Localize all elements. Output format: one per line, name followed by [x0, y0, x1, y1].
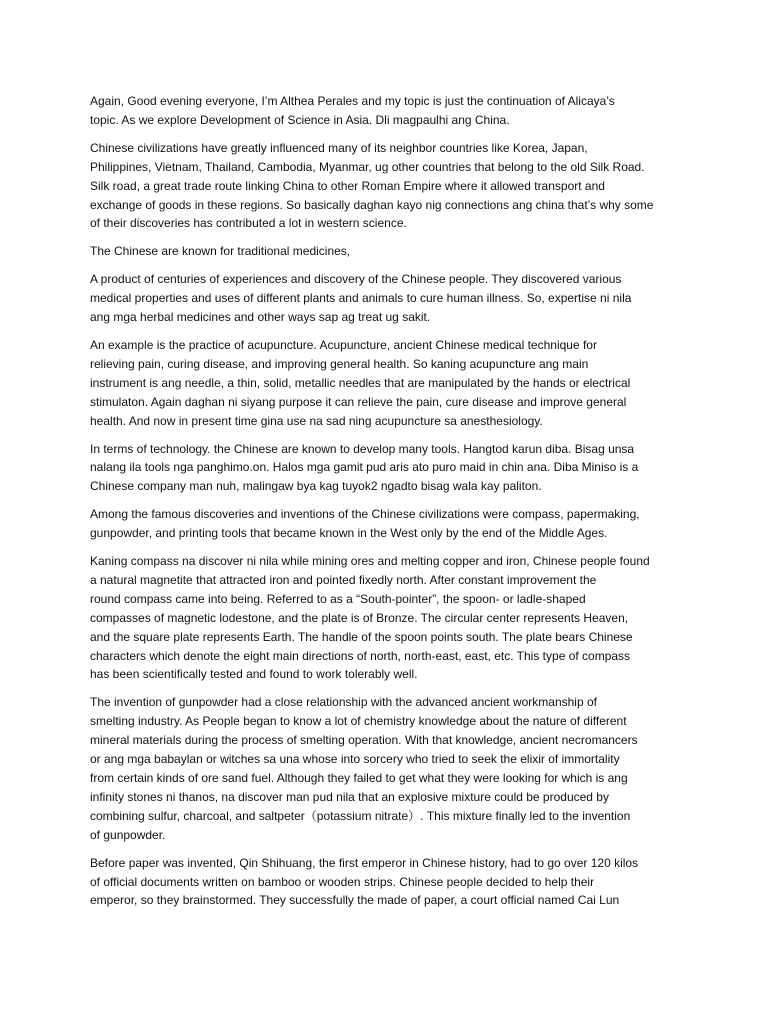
paragraph-gunpowder: The invention of gunpowder had a close relationship with the advanced ancient workmanship of smelting industry. As People began to know a lot of chemistry knowledge about the nature of different mineral materials during the process of smelting operation. With that knowledge, ancient necromancers or ang mga babaylan or witches sa una whose into sorcery who tried to seek the elixir of immortality from certain kinds of ore sand fuel. Although they failed to get what they were looking for which is ang infinity stones ni thanos, na discover man pud nila that an explosive mixture could be produced by combining sulfur, charcoal, and saltpeter（potassium nitrate）. This mixture finally led to the invention of gunpowder.: [90, 695, 638, 842]
paragraph-product-of-centuries: A product of centuries of experiences and discovery of the Chinese people. They discovered various medical properties and uses of different plants and animals to cure human illness. So, expertise ni nila ang mga herbal medicines and other ways sap ag treat ug sakit.: [90, 272, 632, 325]
paragraph-paper: Before paper was invented, Qin Shihuang, the first emperor in Chinese history, had to go over 120 kilos of official documents written on bamboo or wooden strips. Chinese people decided to help their emperor, so they brainstormed. They successfully the made of paper, a court official named Cai Lun: [90, 855, 639, 908]
paragraph-technology: In terms of technology. the Chinese are known to develop many tools. Hangtod karun diba. Bisag unsa nalang ila tools nga panghimo.on. Halos mga gamit pud aris ato puro maid in chin ana. Diba Miniso is a Chinese company man nuh, malingaw bya kag tuyok2 ngadto bisag wala kay paliton.: [90, 441, 639, 494]
paragraph-famous-inventions: Among the famous discoveries and inventions of the Chinese civilizations were compass, papermaking, gunpowder, and printing tools that became known in the West only by the end of the Middle Ages.: [90, 507, 640, 541]
paragraph-acupuncture: An example is the practice of acupuncture. Acupuncture, ancient Chinese medical technique for relieving pain, curing disease, and improving general health. So kaning acupuncture ang main instrument is ang needle, a thin, solid, metallic needles that are manipulated by the hands or electrical stimulaton. Again daghan ni siyang purpose it can relieve the pain, cure disease and improve general health. And now in present time gina use na sad ning acupuncture sa anesthesiology.: [90, 337, 631, 428]
paragraph-civilizations: Chinese civilizations have greatly influenced many of its neighbor countries like Korea, Japan, Philippines, Vietnam, Thailand, Cambodia, Myanmar, ug other countries that belong to the old Silk Road. Silk road, a great trade route linking China to other Roman Empire where it allowed transport and exchange of goods in these regions. So basically daghan kayo nig connections ang china that’s why some of their discoveries has contributed a lot in western science.: [90, 140, 654, 231]
paragraph-intro: Again, Good evening everyone, I’m Althea Perales and my topic is just the continuation of Alicaya’s topic. As we explore Development of Science in Asia. Dli magpaulhi ang China.: [90, 94, 615, 127]
paragraph-traditional-medicines: The Chinese are known for traditional medicines,: [90, 244, 351, 259]
document-body: [90, 92, 682, 919]
paragraph-compass: Kaning compass na discover ni nila while mining ores and melting copper and iron, Chinese people found a natural magnetite that attracted iron and pointed fixedly north. After constant improvement the round compass came into being. Referred to as a “South-pointer”, the spoon- or ladle-shaped compasses of magnetic lodestone, and the plate is of Bronze. The circular center represents Heaven, and the square plate represents Earth. The handle of the spoon points south. The plate bears Chinese characters which denote the eight main directions of north, north-east, east, etc. This type of compass has been scientifically tested and found to work tolerably well.: [90, 554, 650, 682]
